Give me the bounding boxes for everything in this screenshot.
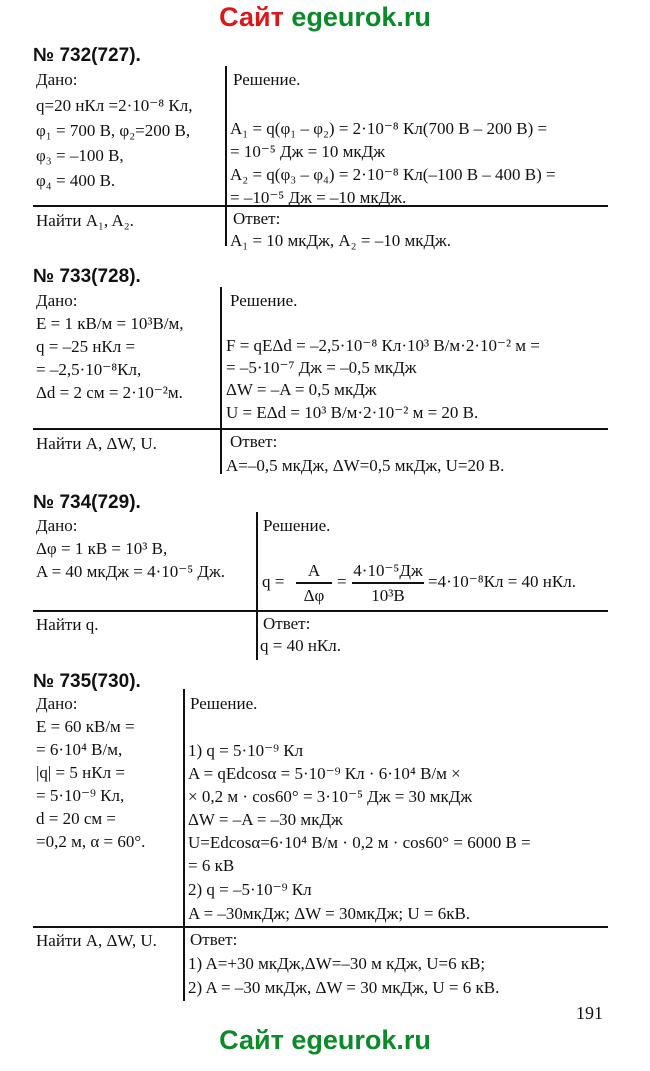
given-line: |q| = 5 нКл = xyxy=(36,763,125,782)
answer-label: Ответ: xyxy=(263,614,311,633)
solution-label: Решение. xyxy=(263,516,331,535)
solution-label: Решение. xyxy=(230,291,298,310)
solution-line: A = qEdcosα = 5·10⁻⁹ Кл · 6·10⁴ В/м × xyxy=(188,764,461,783)
solution-line: = 10⁻⁵ Дж = 10 мкДж xyxy=(230,142,386,161)
divider-vertical xyxy=(220,287,222,474)
solution-line: = 6 кВ xyxy=(188,856,235,875)
problem-title: № 733(728). xyxy=(33,266,141,287)
given-line: φ₁ = 700 В, φ₂=200 В, xyxy=(36,121,191,140)
divider-horizontal xyxy=(33,428,608,430)
problem-title: № 732(727). xyxy=(33,45,141,66)
answer-label: Ответ: xyxy=(190,930,238,949)
given-line: φ₄ = 400 В. xyxy=(36,171,116,190)
find-line: Найти A, ΔW, U. xyxy=(36,434,157,453)
answer-line: 1) A=+30 мкДж,ΔW=–30 м кДж, U=6 кВ; xyxy=(188,954,486,973)
given-line: Δφ = 1 кВ = 10³ В, xyxy=(36,539,168,558)
solution-result: =4·10⁻⁸Кл = 40 нКл. xyxy=(428,572,576,591)
answer-line: 2) A = –30 мкДж, ΔW = 30 мкДж, U = 6 кВ. xyxy=(188,978,500,997)
divider-horizontal xyxy=(33,926,608,928)
solution-label: Решение. xyxy=(233,70,301,89)
divider-vertical xyxy=(183,689,185,1001)
find-line: Найти A, ΔW, U. xyxy=(36,931,157,950)
solution-line: × 0,2 м · cos60° = 3·10⁻⁵ Дж = 30 мкДж xyxy=(188,787,473,806)
answer-label: Ответ: xyxy=(233,209,281,228)
site-header xyxy=(0,2,650,33)
solution-line: ΔW = –A = –30 мкДж xyxy=(188,810,343,829)
given-label: Дано: xyxy=(36,516,78,535)
site-footer xyxy=(0,1025,650,1056)
find-line: Найти A₁, A₂. xyxy=(36,211,134,230)
given-line: q=20 нКл =2·10⁻⁸ Кл, xyxy=(36,96,193,115)
given-line: = 5·10⁻⁹ Кл, xyxy=(36,786,125,805)
given-line: d = 20 см = xyxy=(36,809,116,828)
page-number: 191 xyxy=(576,1003,603,1023)
solution-label: Решение. xyxy=(190,694,258,713)
given-line: = 6·10⁴ В/м, xyxy=(36,740,123,759)
solution-line: 2) q = –5·10⁻⁹ Кл xyxy=(188,880,312,899)
solution-line: = –10⁻⁵ Дж = –10 мкДж. xyxy=(230,188,407,207)
site-name: egeurok.ru xyxy=(291,1025,431,1055)
fraction-denominator: 10³В xyxy=(371,586,405,605)
divider-vertical xyxy=(256,512,258,660)
given-line: Δd = 2 см = 2·10⁻²м. xyxy=(36,383,183,402)
solution-line: ΔW = –A = 0,5 мкДж xyxy=(226,380,377,399)
given-line: E = 60 кВ/м = xyxy=(36,717,135,736)
solution-line: F = qEΔd = –2,5·10⁻⁸ Кл·10³ В/м·2·10⁻² м = xyxy=(226,336,540,355)
given-label: Дано: xyxy=(36,70,78,89)
fraction-bar xyxy=(352,582,424,584)
fraction-numerator: 4·10⁻⁵Дж xyxy=(353,561,423,580)
solution-line: U = EΔd = 10³ В/м·2·10⁻² м = 20 В. xyxy=(226,403,479,422)
given-line: = –2,5·10⁻⁸Кл, xyxy=(36,360,142,379)
site-prefix: Сайт xyxy=(219,1025,292,1055)
divider-vertical xyxy=(225,66,227,246)
given-label: Дано: xyxy=(36,694,78,713)
answer-line: q = 40 нКл. xyxy=(260,636,342,655)
site-prefix: Сайт xyxy=(219,2,292,32)
divider-horizontal xyxy=(33,610,608,612)
given-line: q = –25 нКл = xyxy=(36,337,136,356)
solution-line: U=Edcosα=6·10⁴ В/м · 0,2 м · cos60° = 6000 В = xyxy=(188,833,531,852)
given-line: φ₃ = –100 В, xyxy=(36,146,124,165)
given-line: =0,2 м, α = 60°. xyxy=(36,832,146,851)
solution-line: A₂ = q(φ₃ – φ₄) = 2·10⁻⁸ Кл(–100 В – 400 В) = xyxy=(230,165,556,184)
solution-equals: = xyxy=(337,572,347,591)
given-line: E = 1 кВ/м = 10³В/м, xyxy=(36,314,184,333)
site-name: egeurok.ru xyxy=(291,2,431,32)
solution-line: A₁ = q(φ₁ – φ₂) = 2·10⁻⁸ Кл(700 В – 200 В) = xyxy=(230,119,548,138)
answer-line: A₁ = 10 мкДж, A₂ = –10 мкДж. xyxy=(230,231,452,250)
find-line: Найти q. xyxy=(36,615,99,634)
problem-title: № 735(730). xyxy=(33,671,141,692)
solution-line: = –5·10⁻⁷ Дж = –0,5 мкДж xyxy=(226,358,417,377)
solution-line: A = –30мкДж; ΔW = 30мкДж; U = 6кВ. xyxy=(188,904,471,923)
answer-line: A=–0,5 мкДж, ΔW=0,5 мкДж, U=20 В. xyxy=(226,456,505,475)
given-label: Дано: xyxy=(36,291,78,310)
fraction-numerator: A xyxy=(307,561,321,580)
solution-line: 1) q = 5·10⁻⁹ Кл xyxy=(188,741,304,760)
problem-title: № 734(729). xyxy=(33,492,141,513)
given-line: A = 40 мкДж = 4·10⁻⁵ Дж. xyxy=(36,562,226,581)
fraction-bar xyxy=(296,582,332,584)
answer-label: Ответ: xyxy=(230,432,278,451)
solution-q: q = xyxy=(262,572,285,591)
fraction-denominator: Δφ xyxy=(303,586,325,605)
